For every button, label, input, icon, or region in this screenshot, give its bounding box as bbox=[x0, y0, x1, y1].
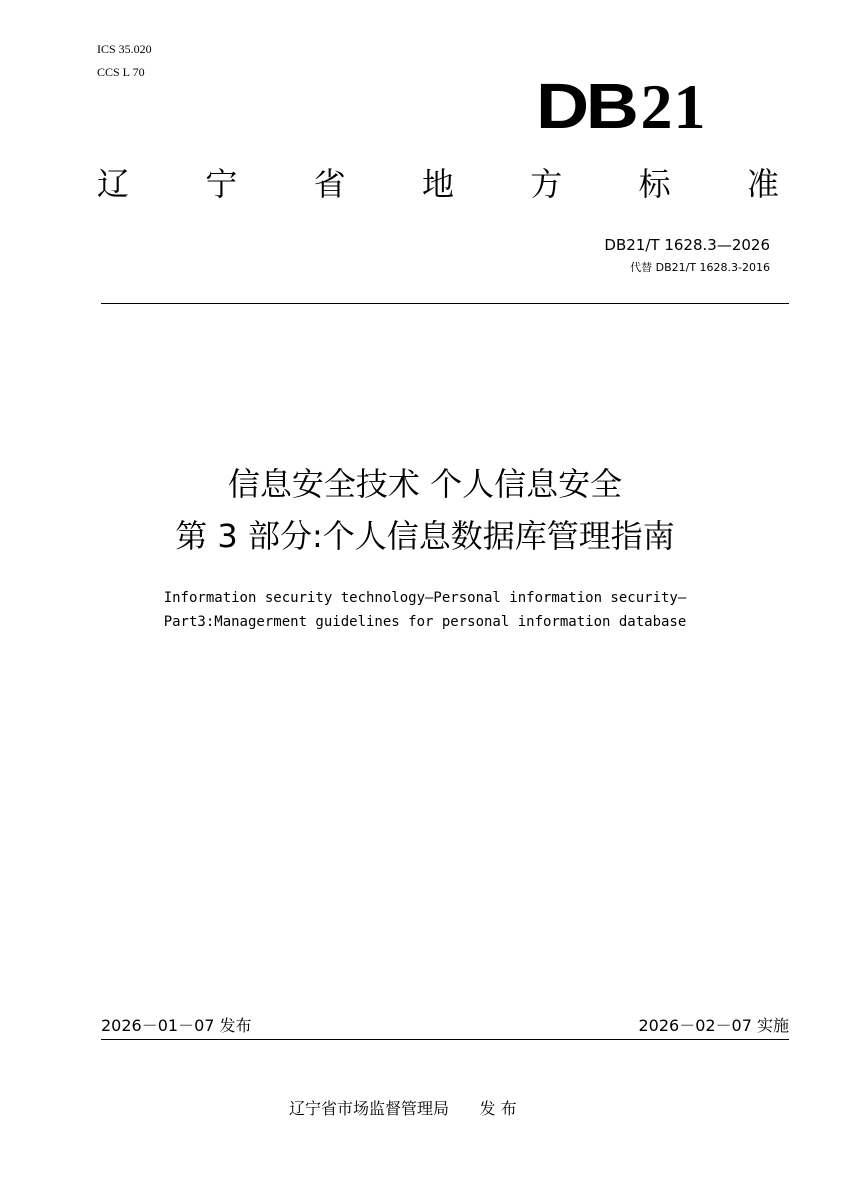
title-zh-line2: 第 3 部分:个人信息数据库管理指南 bbox=[175, 517, 675, 555]
issuer: 辽宁省市场监督管理局 发 布 bbox=[289, 1099, 517, 1118]
ics-code: ICS 35.020 bbox=[97, 42, 152, 56]
standard-number: DB21/T 1628.3—2026 bbox=[604, 236, 770, 254]
db21-logo bbox=[536, 70, 707, 142]
ccs-code: CCS L 70 bbox=[97, 65, 145, 79]
footer-divider bbox=[101, 1039, 789, 1040]
standard-type-char: 宁 bbox=[205, 165, 238, 203]
logo-number: 21 bbox=[640, 71, 707, 142]
title-en-line1: Information security technology—Personal information security— bbox=[163, 590, 687, 606]
header-divider bbox=[101, 303, 789, 304]
issue-date: 2026－01－07 发布 bbox=[101, 1016, 252, 1035]
standard-type-char: 辽 bbox=[96, 165, 129, 203]
standard-type-char: 地 bbox=[421, 165, 454, 203]
replaces-note: 代替 DB21/T 1628.3-2016 bbox=[630, 261, 770, 274]
title-zh-line1: 信息安全技术 个人信息安全 bbox=[227, 465, 623, 503]
standard-type-char: 方 bbox=[530, 165, 563, 203]
logo-db: DB bbox=[536, 70, 636, 142]
standard-type-char: 省 bbox=[313, 165, 346, 203]
title-en-line2: Part3:Managerment guidelines for personal information database bbox=[163, 614, 687, 630]
standard-type bbox=[93, 164, 783, 204]
standard-type-char: 准 bbox=[746, 165, 779, 203]
implementation-date: 2026－02－07 实施 bbox=[638, 1016, 789, 1035]
standard-type-char: 标 bbox=[638, 165, 671, 203]
